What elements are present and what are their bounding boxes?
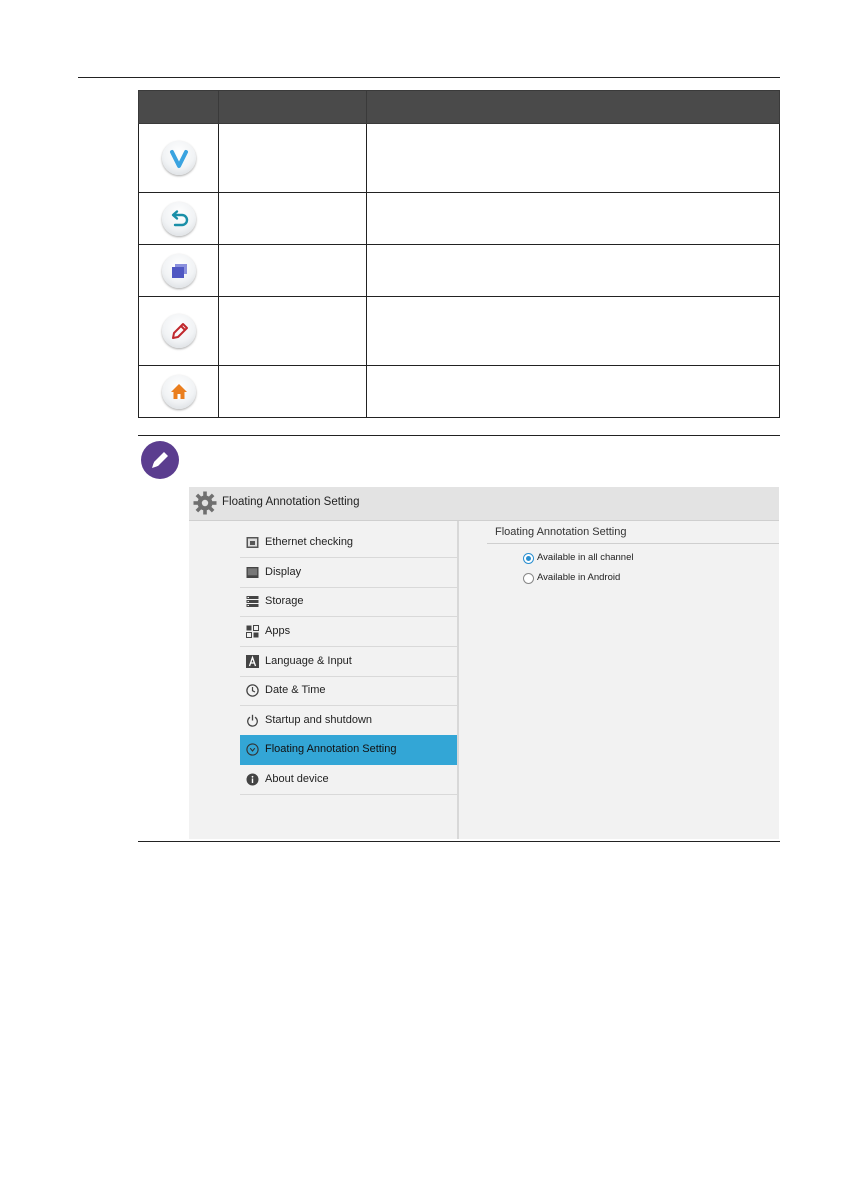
- menu-item-language[interactable]: Language & Input: [240, 647, 457, 677]
- panel-title: Floating Annotation Setting: [495, 526, 627, 538]
- gear-icon: [192, 490, 218, 521]
- table-row: [139, 245, 780, 297]
- settings-detail-panel: Floating Annotation Setting Available in all channel Available in Android: [459, 521, 779, 839]
- settings-title: Floating Annotation Setting: [222, 496, 360, 508]
- pen-icon[interactable]: [162, 314, 196, 348]
- ethernet-icon: [246, 536, 259, 549]
- table-row: [139, 193, 780, 245]
- menu-item-startup[interactable]: Startup and shutdown: [240, 706, 457, 736]
- icon-function-table: [138, 90, 780, 418]
- note-bottom-rule: [138, 841, 780, 842]
- storage-icon: [246, 595, 259, 608]
- radio-selected[interactable]: [523, 553, 534, 564]
- info-icon: [246, 773, 259, 786]
- settings-menu: [189, 521, 457, 839]
- table-row: [139, 297, 780, 366]
- table-row: [139, 124, 780, 193]
- menu-item-apps[interactable]: Apps: [240, 617, 457, 647]
- menu-item-date-time[interactable]: Date & Time: [240, 676, 457, 706]
- power-icon: [246, 714, 259, 727]
- menu-item-storage[interactable]: Storage: [240, 587, 457, 617]
- table-header-cell: [219, 91, 367, 124]
- pencil-note-icon: [141, 441, 179, 479]
- table-row: [139, 366, 780, 418]
- settings-screenshot: [189, 487, 779, 839]
- menu-item-ethernet[interactable]: Ethernet checking: [240, 528, 457, 558]
- clock-icon: [246, 684, 259, 697]
- menu-item-display[interactable]: Display: [240, 558, 457, 588]
- radio-unselected[interactable]: [523, 573, 534, 584]
- table-header-cell: [367, 91, 780, 124]
- chevron-circle-icon: [246, 743, 259, 756]
- multitask-icon[interactable]: [162, 254, 196, 288]
- apps-icon: [246, 625, 259, 638]
- panel-title-rule: [487, 543, 779, 544]
- menu-item-about[interactable]: About device: [240, 765, 457, 795]
- table-header-cell: [139, 91, 219, 124]
- menu-item-floating-annotation[interactable]: Floating Annotation Setting: [240, 735, 457, 765]
- v-logo-icon[interactable]: [162, 141, 196, 175]
- back-arrow-icon[interactable]: [162, 202, 196, 236]
- table-header-row: [139, 91, 780, 124]
- header-rule: [78, 77, 780, 78]
- display-icon: [246, 566, 259, 579]
- home-icon[interactable]: [162, 375, 196, 409]
- settings-header: [189, 487, 779, 521]
- note-top-rule: [138, 435, 780, 436]
- language-icon: [246, 655, 259, 668]
